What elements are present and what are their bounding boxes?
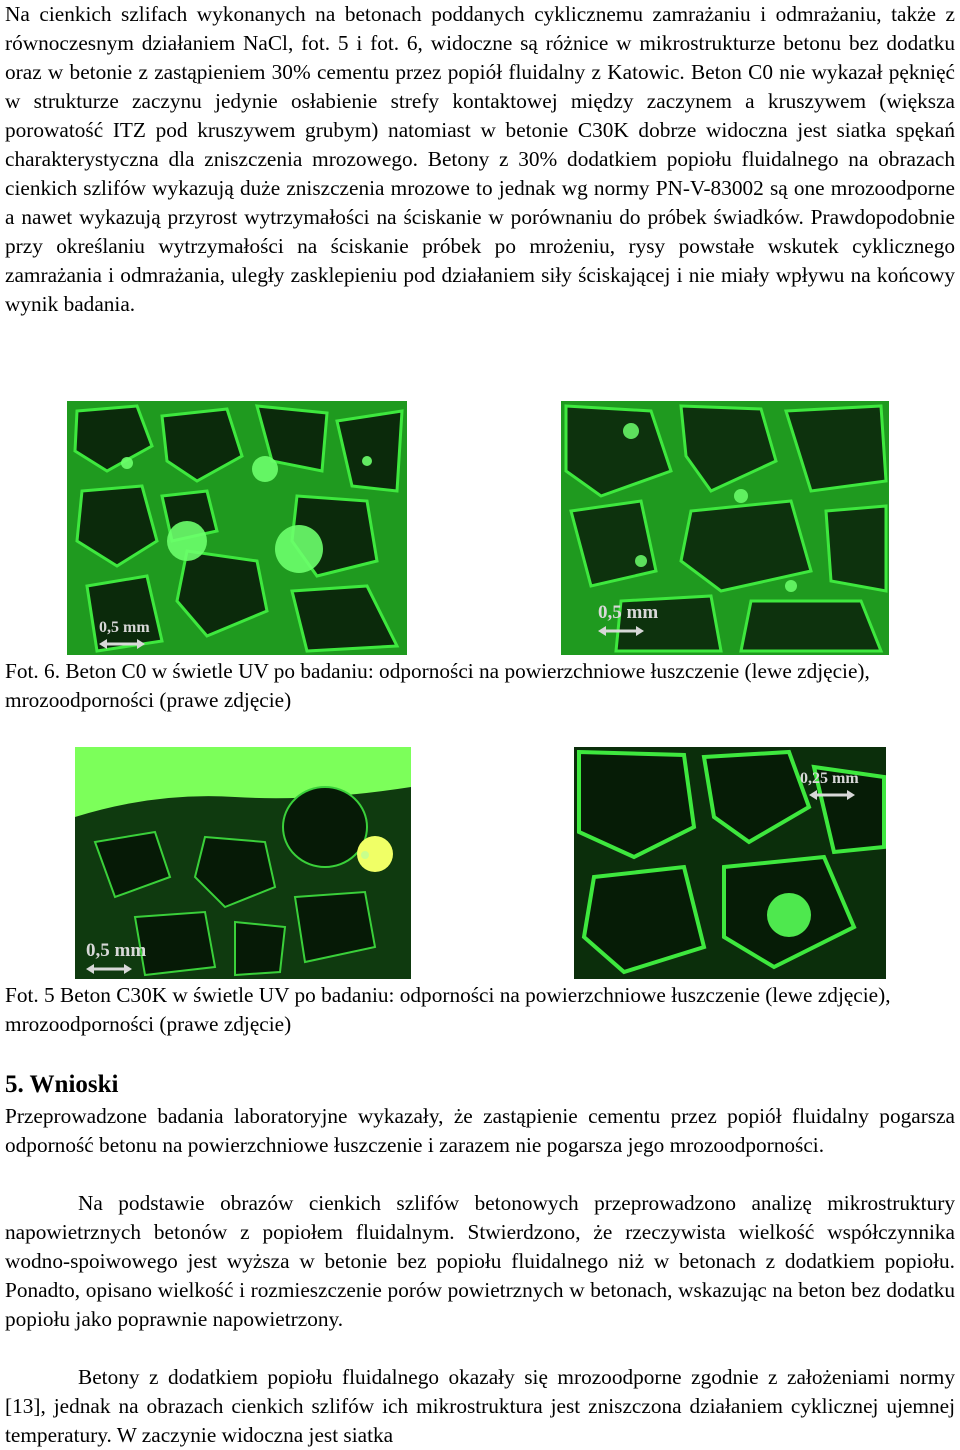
conclusion-paragraph-3: Betony z dodatkiem popiołu fluidalnego okazały się mrozoodporne zgodnie z założeniami normy [13], jednak na obrazach cienkich szlifów ich mikrostruktura jest zniszczona działaniem cyklicznej ujemnej temperatury. W zaczynie widoczna jest siatka [5,1365,955,1447]
figure6-caption: Fot. 6. Beton C0 w świetle UV po badaniu: odporności na powierzchniowe łuszczenie (lewe zdjęcie), mrozoodporności (prawe zdjęcie) [5,659,870,712]
figure5-caption: Fot. 5 Beton C30K w świetle UV po badaniu: odporności na powierzchniowe łuszczenie (lewe zdjęcie), mrozoodporności (prawe zdjęcie) [5,983,891,1036]
body-paragraph-top: Na cienkich szlifach wykonanych na betonach poddanych cyklicznemu zamrażaniu i odmrażaniu, także z równoczesnym działaniem NaCl, fot. 5 i fot. 6, widoczne są różnice w mikrostrukturze betonu bez dodatku oraz w betonie z zastąpieniem 30% cementu przez popiół fluidalny z Katowic. Beton C0 nie wykazał pęknięć w strukturze zaczynu jedynie osłabienie strefy kontaktowej między zaczynem a kruszywem (większa porowatość ITZ pod kruszywem grubym) natomiast w betonie C30K dobrze widoczna jest siatka spękań charakterystyczna dla zniszczenia mrozowego. Betony z 30% dodatkiem popiołu fluidalnego na obrazach cienkich szlifów wykazują duże zniszczenia mrozowe to jednak wg normy PN-V-83002 są one mrozoodporne a nawet wykazują przyrost wytrzymałości na ściskanie w porównaniu do próbek świadków. Prawdopodobnie przy określaniu wytrzymałości na ściskanie próbek po mrożeniu, rysy powstałe wskutek cyklicznego zamrażania i odmrażania, uległy zasklepieniu pod działaniem siły ściskającej i nie miały wpływu na końcowy wynik badania. [5,2,955,316]
figure6-left-scale-arrow-icon [99,638,145,650]
figure5-right-scale-arrow-icon [809,789,855,801]
figure6-right-scale-arrow-icon [598,625,644,637]
section-heading: 5. Wnioski [5,1071,119,1098]
figure5-right-scale-label: 0,25 mm [800,770,859,787]
conclusion-paragraph-1: Przeprowadzone badania laboratoryjne wykazały, że zastąpienie cementu przez popiół fluidalny pogarsza odporność betonu na powierzchniowe łuszczenie i zarazem nie pogarsza jego mrozoodporności. [5,1104,955,1157]
conclusion-paragraph-2: Na podstawie obrazów cienkich szlifów betonowych przeprowadzono analizę mikrostruktury napowietrznych betonów z popiołem fluidalnym. Stwierdzono, że rzeczywista wielkość współczynnika wodno-spoiwowego jest wyższa w betonie bez popiołu fluidalnego niż w betonach z dodatkiem popiołu. Ponadto, opisano wielkość i rozmieszczenie porów powietrznych w betonach, wskazując na beton bez dodatku popiołu jako poprawnie napowietrzony. [5,1191,955,1331]
figure5-left-scale-arrow-icon [86,963,132,975]
figure6-right-scale-label: 0,5 mm [598,602,659,623]
figure5-left-scale-label: 0,5 mm [86,940,147,961]
figure6-left-photo [67,401,407,655]
figure6-left-scale-label: 0,5 mm [99,619,150,636]
